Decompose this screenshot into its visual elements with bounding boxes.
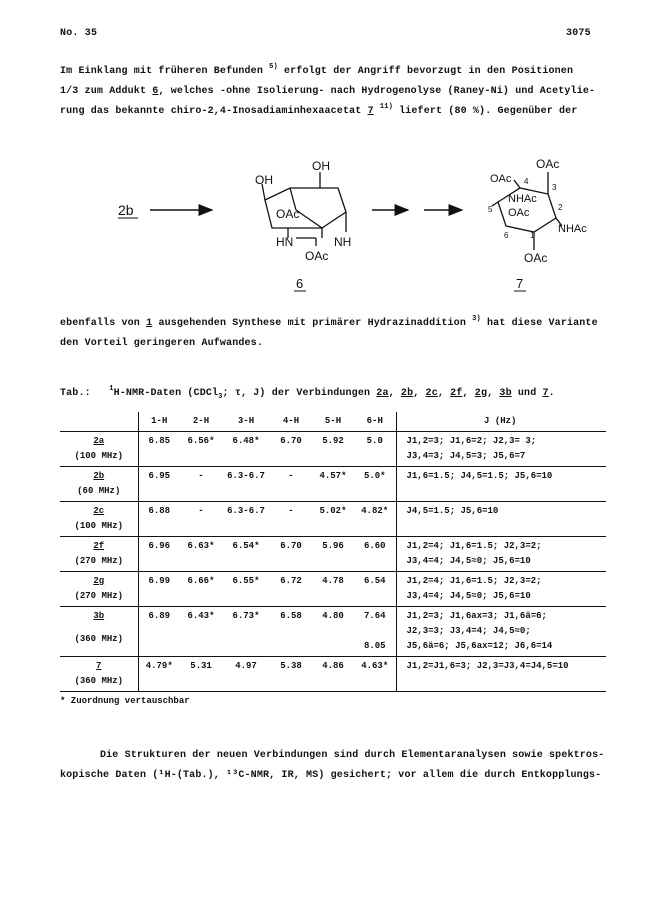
caption-sup: 1 (109, 385, 114, 393)
shift-value: 6.55* (232, 576, 260, 586)
spectrometer-frequency: (270 MHz) (74, 556, 124, 566)
shift-value: 5.0 (366, 436, 383, 446)
shift-1h (138, 467, 180, 502)
reference: 3) (472, 315, 481, 323)
shift-1h (138, 572, 180, 607)
shift-value: - (198, 506, 204, 516)
shift-value: 6.48* (232, 436, 260, 446)
table-row (60, 607, 606, 657)
compound-7-label-nhac-lower: NHAc (558, 223, 587, 235)
start-compound-label: 2b (118, 202, 134, 218)
coupling-line: J3,4=4; J4,5≈0; J5,6=10 (406, 591, 531, 601)
compound-7-ring-number-1: 1 (530, 231, 535, 240)
header-cell: 6-H (366, 416, 383, 426)
reaction-scheme (0, 150, 672, 300)
spectrometer-frequency: (270 MHz) (74, 591, 124, 601)
shift-1h (138, 657, 180, 692)
shift-value: 6.54 (363, 576, 386, 586)
compound-cell (60, 572, 138, 607)
shift-value: 4.82* (361, 506, 389, 516)
shift-3h (222, 467, 270, 502)
coupling-constants (396, 467, 606, 502)
shift-1h (138, 607, 180, 657)
compound-7-ring-number-2: 2 (558, 203, 563, 212)
compound-6-label-oh-2: OH (312, 159, 330, 173)
compound-cell (60, 657, 138, 692)
shift-value: 4.63* (361, 661, 389, 671)
text: 1/3 zum Addukt (60, 86, 147, 97)
coupling-line: J3,4=4; J4,5≈0; J5,6=10 (406, 556, 531, 566)
closing-paragraph (60, 746, 604, 786)
shift-1h (138, 537, 180, 572)
table-row (60, 502, 606, 537)
table-caption: Tab.: $^1$H-NMR-Daten (CDCl$_3$; τ, J) der Verbindungen 2a, 2b, 2c, 2f, 2g, 3b und 7. (60, 385, 555, 401)
shift-3h (222, 502, 270, 537)
compound-ref: 7 (367, 106, 374, 117)
spectrometer-frequency: (360 MHz) (74, 676, 124, 686)
shift-value: 6.72 (280, 576, 302, 586)
coupling-line: J4,5=1.5; J5,6=10 (406, 506, 499, 516)
header-cell: 2-H (192, 416, 210, 426)
coupling-line: J1,2=4; J1,6=1.5; J2,3=2; (406, 541, 542, 551)
shift-4h (270, 432, 312, 467)
shift-4h (270, 502, 312, 537)
shift-5h (312, 502, 354, 537)
para2-line-2: den Vorteil geringeren Aufwandes. (60, 338, 263, 349)
compound-cell (60, 537, 138, 572)
shift-3h (222, 572, 270, 607)
shift-value: 4.78 (322, 576, 344, 586)
header-cell: 4-H (282, 416, 300, 426)
shift-2h (180, 467, 222, 502)
coupling-line: J1,2=4; J1,6=1.5; J2,3=2; (406, 576, 542, 586)
caption-text: H-NMR-Daten (CDCl (113, 388, 219, 399)
compound-6-label-hn: HN (276, 235, 294, 249)
coupling-constants (396, 502, 606, 537)
table-header-row (60, 412, 606, 432)
compound-6-label-nh: NH (334, 235, 352, 249)
shift-6h (354, 432, 396, 467)
shift-value: 6.56* (187, 436, 215, 446)
caption-compound: 2a (376, 388, 389, 399)
header-cell: J (Hz) (396, 412, 606, 432)
shift-2h (180, 432, 222, 467)
text: erfolgt der Angriff bevorzugt in den Positionen (284, 66, 574, 77)
caption-compound: 7 (542, 388, 549, 399)
header-cell: 5-H (324, 416, 342, 426)
coupling-constants (396, 432, 606, 467)
table-row (60, 467, 606, 502)
shift-value: 5.02* (319, 506, 347, 516)
compound-7-label-oac-4: OAc (490, 173, 512, 185)
coupling-line: J1,6=1.5; J4,5=1.5; J5,6=10 (406, 471, 553, 481)
coupling-line: J5,6ä=6; J5,6ax=12; J6,6=14 (406, 641, 553, 651)
caption-compound: 2b (400, 388, 414, 399)
compound-7-ring-number-3: 3 (552, 183, 557, 192)
table-row (60, 657, 606, 692)
shift-6h (354, 607, 396, 657)
shift-1h (138, 502, 180, 537)
caption-text: ; τ, J) der Verbindungen (222, 388, 371, 399)
shift-value: 5.31 (190, 661, 212, 671)
compound-6-label-oh-1: OH (255, 173, 273, 187)
text: Im Einklang mit früheren Befunden (60, 66, 263, 77)
intro-line-2 (60, 82, 595, 102)
caption-compound: 2g (474, 388, 488, 399)
shift-6h (354, 467, 396, 502)
shift-3h (222, 537, 270, 572)
shift-value: 4.57* (319, 471, 347, 481)
shift-6h (354, 537, 396, 572)
table-footnote: * Zuordnung vertauschbar (60, 696, 190, 706)
shift-value: - (288, 471, 294, 481)
shift-value: - (288, 506, 294, 516)
shift-1h (138, 432, 180, 467)
caption-compound: 2c (425, 388, 438, 399)
table-row (60, 432, 606, 467)
caption-sub: 3 (218, 393, 223, 401)
spectrometer-frequency: (360 MHz) (74, 634, 124, 644)
compound-cell (60, 432, 138, 467)
text: ausgehenden Synthese mit primärer Hydrazinaddition (158, 318, 466, 329)
shift-value: 6.43* (187, 611, 215, 621)
shift-value: 4.97 (235, 661, 257, 671)
shift-value: 5.0* (363, 471, 386, 481)
shift-value: 6.95 (148, 471, 171, 481)
compound-ref: 6 (152, 86, 159, 97)
shift-value: 4.86 (322, 661, 344, 671)
caption-prefix: Tab.: (60, 388, 91, 399)
shift-value: 6.3-6.7 (227, 506, 265, 516)
shift-value: 6.63* (187, 541, 215, 551)
shift-3h (222, 432, 270, 467)
coupling-line: J1,2=3; J1,6=2; J2,3= 3; (406, 436, 537, 446)
shift-value: 6.60 (363, 541, 386, 551)
shift-value: 6.85 (148, 436, 171, 446)
shift-6h (354, 657, 396, 692)
shift-value: 5.38 (280, 661, 302, 671)
shift-2h (180, 537, 222, 572)
shift-3h (222, 657, 270, 692)
shift-6h (354, 502, 396, 537)
shift-5h (312, 657, 354, 692)
shift-value: 6.70 (280, 541, 302, 551)
caption-compound: 3b (499, 388, 512, 399)
compound-7-ring-number-6: 6 (504, 231, 509, 240)
coupling-constants (396, 607, 606, 657)
compound-7-label-oac-bottom: OAc (524, 251, 548, 265)
compound-6-label-oac-2: OAc (305, 249, 329, 263)
text: , welches -ohne Isolierung- nach Hydrogenolyse (Raney-Ni) und Acetylie- (158, 86, 596, 97)
header-cell: 1-H (151, 416, 168, 426)
compound-7-label-nhac-upper: NHAc (508, 193, 537, 205)
shift-value: 4.80 (322, 611, 344, 621)
shift-value: 6.99 (148, 576, 171, 586)
shift-value: - (198, 471, 204, 481)
shift-value: 6.88 (148, 506, 171, 516)
text: hat diese Variante (487, 318, 598, 329)
compound-7-number: 7 (516, 276, 524, 291)
closing-line-1: Die Strukturen der neuen Verbindungen sind durch Elementaranalysen sowie spektros- (100, 750, 605, 761)
shift-value: 7.64 (363, 611, 386, 621)
compound-number: 7 (96, 661, 102, 671)
intro-paragraph (60, 62, 595, 122)
shift-4h (270, 657, 312, 692)
table-row (60, 537, 606, 572)
shift-4h (270, 572, 312, 607)
second-paragraph (60, 314, 598, 354)
shift-5h (312, 432, 354, 467)
text: ebenfalls von (60, 318, 140, 329)
shift-4h (270, 537, 312, 572)
header-cell (60, 412, 138, 432)
table-row (60, 572, 606, 607)
shift-4h (270, 467, 312, 502)
compound-number: 3b (93, 611, 105, 621)
compound-number: 2c (93, 506, 105, 516)
coupling-line: J1,2=J1,6=3; J2,3=J3,4=J4,5=10 (406, 661, 569, 671)
shift-value: 6.70 (280, 436, 302, 446)
text: rung das bekannte chiro-2,4-Inosadiaminhexaacetat (60, 106, 362, 117)
shift-value: 6.73* (232, 611, 260, 621)
caption-text: und (517, 388, 537, 399)
compound-ref: 1 (146, 318, 153, 329)
compound-number: 2g (93, 576, 105, 586)
coupling-line: J2,3=3; J3,4=4; J4,5≈0; (406, 626, 531, 636)
shift-2h (180, 607, 222, 657)
compound-cell (60, 467, 138, 502)
shift-value: 6.96 (148, 541, 171, 551)
shift-value: 6.3-6.7 (227, 471, 265, 481)
shift-value: 4.79* (145, 661, 173, 671)
reference: 5) (269, 63, 278, 71)
coupling-line: J1,2=3; J1,6ax=3; J1,6ä=6; (406, 611, 547, 621)
coupling-constants (396, 572, 606, 607)
compound-number: 2a (93, 436, 105, 446)
shift-value: 6.54* (232, 541, 260, 551)
nmr-table (60, 412, 606, 692)
compound-7-label-oac-mid: OAc (508, 207, 530, 219)
shift-6h (354, 572, 396, 607)
shift-5h (312, 607, 354, 657)
compound-6-number: 6 (296, 276, 304, 291)
coupling-constants (396, 657, 606, 692)
spectrometer-frequency: (60 MHz) (77, 486, 121, 496)
shift-2h (180, 502, 222, 537)
shift-value: 6.66* (187, 576, 215, 586)
shift-2h (180, 572, 222, 607)
coupling-constants (396, 537, 606, 572)
compound-cell (60, 502, 138, 537)
text: liefert (80 %). Gegenüber der (399, 106, 578, 117)
compound-6-label-oac-1: OAc (276, 207, 300, 221)
header-cell: 3-H (237, 416, 255, 426)
compound-7-ring-number-5: 5 (488, 205, 493, 214)
issue-number: No. 35 (60, 28, 98, 39)
spectrometer-frequency: (100 MHz) (74, 451, 124, 461)
shift-value: 6.89 (148, 611, 171, 621)
shift-5h (312, 537, 354, 572)
intro-line-1 (60, 62, 595, 82)
shift-value-2: 8.05 (363, 641, 386, 651)
compound-cell (60, 607, 138, 657)
compound-number: 2b (93, 471, 105, 481)
spectrometer-frequency: (100 MHz) (74, 521, 124, 531)
shift-value: 5.96 (322, 541, 344, 551)
caption-compound: 2f (450, 388, 463, 399)
page-number: 3075 (566, 28, 591, 39)
compound-7-ring-number-4: 4 (524, 177, 529, 186)
closing-line-2: kopische Daten (¹H-(Tab.), ¹³C-NMR, IR, MS) gesichert; vor allem die durch Entkopplungs- (60, 770, 602, 781)
intro-line-3 (60, 102, 595, 122)
para2-line-1 (60, 314, 598, 334)
coupling-line: J3,4=3; J4,5=3; J5,6=7 (406, 451, 526, 461)
shift-4h (270, 607, 312, 657)
shift-value: 6.58 (280, 611, 302, 621)
shift-5h (312, 572, 354, 607)
shift-value: 5.92 (322, 436, 344, 446)
shift-3h (222, 607, 270, 657)
shift-2h (180, 657, 222, 692)
compound-number: 2f (93, 541, 105, 551)
reference: 11) (379, 103, 393, 111)
shift-5h (312, 467, 354, 502)
compound-7-label-oac-top: OAc (536, 157, 560, 171)
